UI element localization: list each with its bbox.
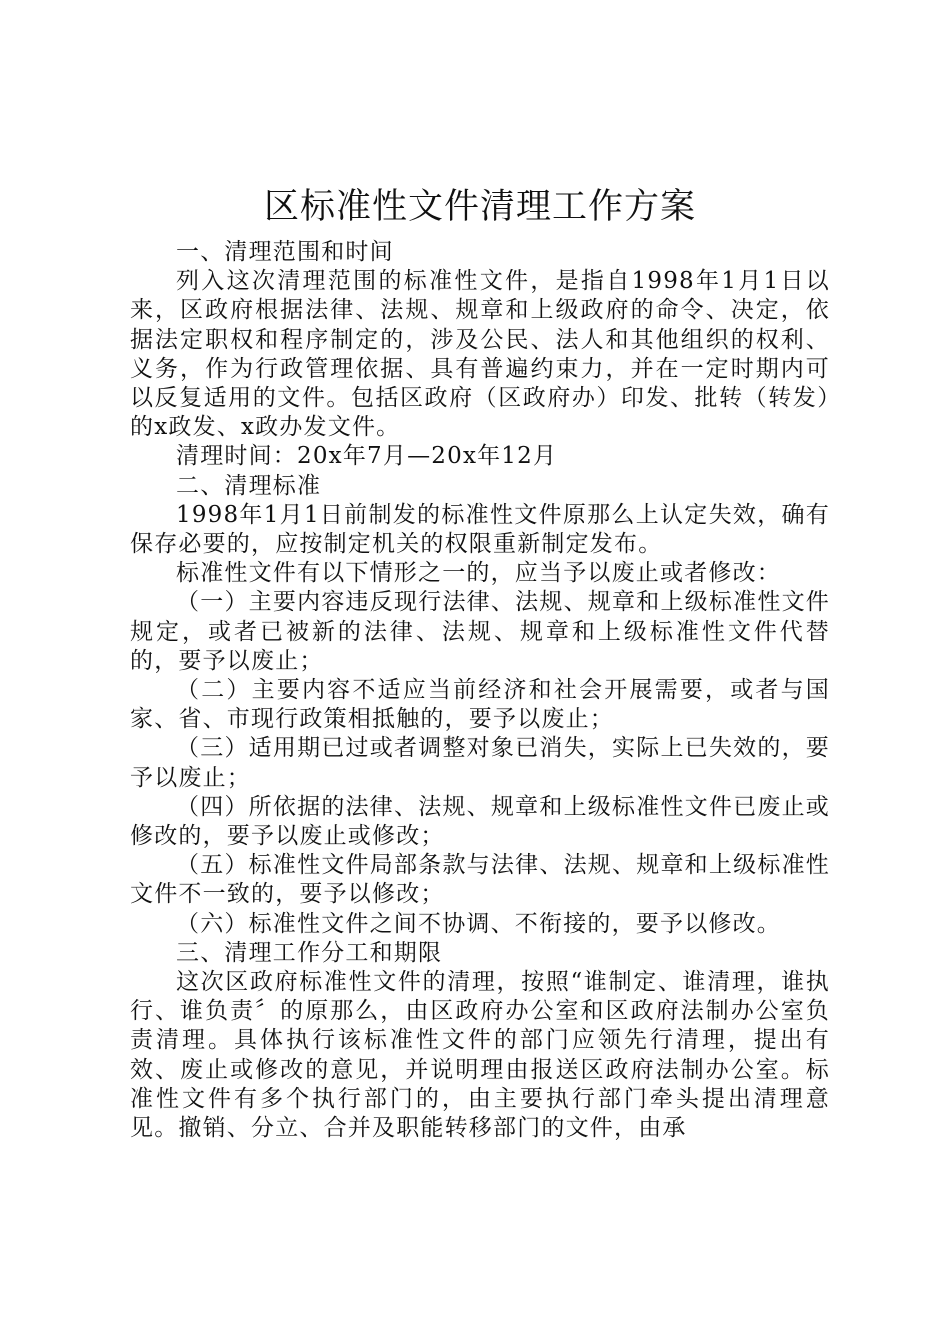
section-heading: 三、清理工作分工和期限: [176, 939, 443, 966]
document-title: 区标准性文件清理工作方案: [263, 187, 696, 227]
list-item: （二）主要内容不适应当前经济和社会开展需要，或者与国家、省、市现行政策相抵触的，要予以废止；: [130, 677, 830, 733]
list-item: （三）适用期已过或者调整对象已消失，实际上已失效的，要予以废止；: [130, 735, 830, 791]
section-heading: 一、清理范围和时间: [176, 239, 394, 265]
paragraph: 清理时间：20x年7月—20x年12月: [176, 443, 558, 470]
document-page: [130, 180, 830, 1143]
paragraph: 1998年1月1日前制发的标准性文件原那么上认定失效，确有保存必要的，应按制定机关的权限重新制定发布。: [130, 501, 830, 558]
list-item: （一）主要内容违反现行法律、法规、规章和上级标准性文件规定，或者已被新的法律、法规、规章和上级标准性文件代替的，要予以废止；: [130, 589, 830, 674]
paragraph: 列入这次清理范围的标准性文件，是指自1998年1月1日以来，区政府根据法律、法规、规章和上级政府的命令、决定，依据法定职权和程序制定的，涉及公民、法人和其他组织的权利、义务，作为行政管理依据、具有普遍约束力，并在一定时期内可以反复适用的文件。包括区政府（区政府办）印发、批转（转发）的x政发、x政办发文件。: [130, 268, 830, 441]
paragraph: 标准性文件有以下情形之一的，应当予以废止或者修改：: [176, 560, 781, 587]
paragraph: 这次区政府标准性文件的清理，按照“谁制定、谁清理，谁执行、谁负责〞的原那么，由区政府办公室和区政府法制办公室负责清理。具体执行该标准性文件的部门应领先行清理，提出有效、废止或修改的意见，并说明理由报送区政府法制办公室。标准性文件有多个执行部门的，由主要执行部门牵头提出清理意见。撤销、分立、合并及职能转移部门的文件，由承: [130, 969, 830, 1142]
list-item: （四）所依据的法律、法规、规章和上级标准性文件已废止或修改的，要予以废止或修改；: [130, 793, 830, 850]
section-heading: 二、清理标准: [176, 472, 322, 499]
list-item: （五）标准性文件局部条款与法律、法规、规章和上级标准性文件不一致的，要予以修改；: [130, 852, 830, 908]
list-item: （六）标准性文件之间不协调、不衔接的，要予以修改。: [176, 910, 781, 937]
